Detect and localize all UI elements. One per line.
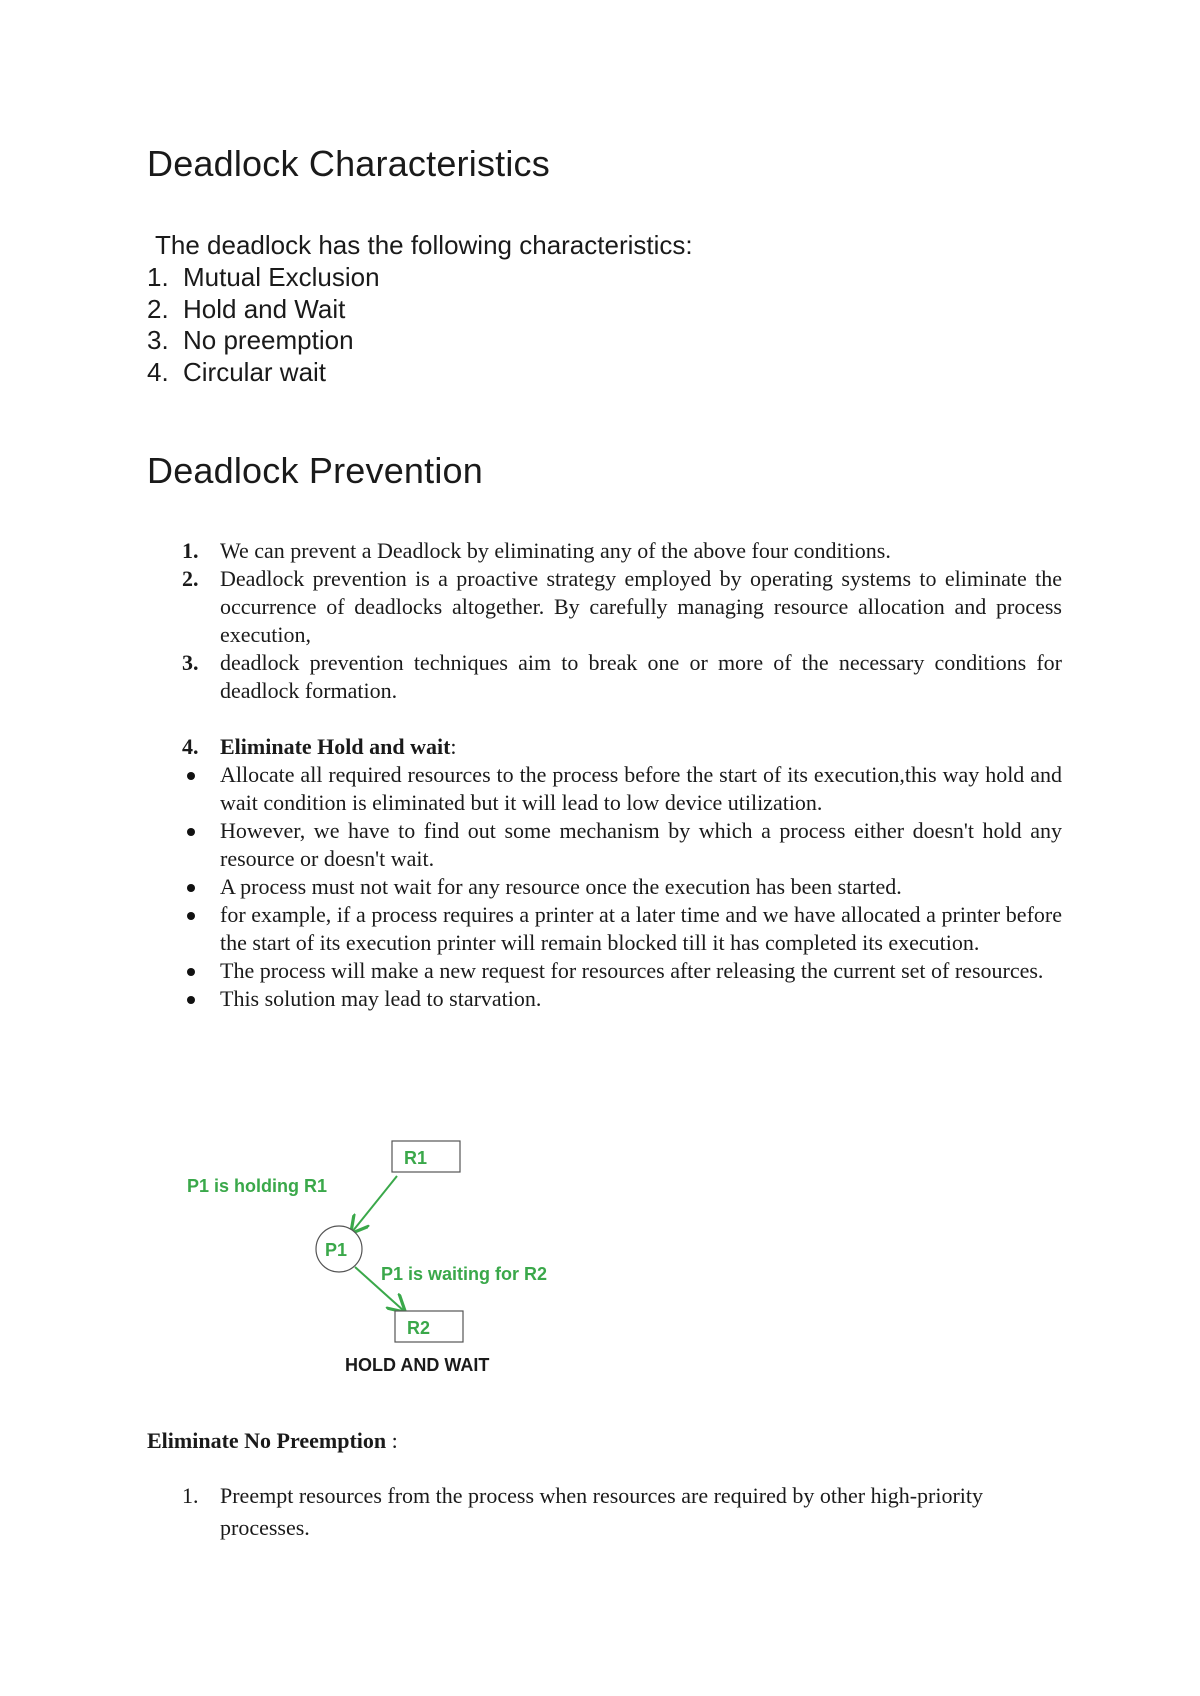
bullet-text: Allocate all required resources to the process before the start of its execution,this way hold and wait condition is eliminated but it will lead to low device utilization. — [220, 762, 1062, 815]
holding-label: P1 is holding R1 — [187, 1176, 328, 1196]
list-item — [182, 537, 1062, 565]
list-item — [182, 733, 1062, 761]
bullet-icon — [187, 828, 195, 836]
list-item — [182, 649, 1062, 705]
list-number: 3. — [182, 650, 199, 675]
list-number: 4. — [147, 356, 169, 387]
no-preemption-list — [182, 1480, 1022, 1544]
list-number: 2. — [182, 566, 199, 591]
list-number: 1. — [147, 262, 169, 292]
holding-arrow — [352, 1176, 397, 1232]
list-text: Preempt resources from the process when resources are required by other high-priority processes. — [220, 1483, 984, 1540]
list-text: No preemption — [183, 325, 354, 355]
bullet-text: This solution may lead to starvation. — [220, 986, 542, 1011]
waiting-label: P1 is waiting for R2 — [381, 1264, 548, 1284]
r1-label: R1 — [404, 1148, 428, 1168]
bullet-icon — [187, 996, 195, 1004]
bullet-icon — [187, 912, 195, 920]
bullet-item — [182, 957, 1062, 985]
list-item — [147, 357, 380, 389]
bullet-text: The process will make a new request for resources after releasing the current set of resources. — [220, 958, 1044, 983]
list-text: deadlock prevention techniques aim to break one or more of the necessary conditions for deadlock formation. — [220, 650, 1062, 703]
list-text: We can prevent a Deadlock by eliminating any of the above four conditions. — [220, 538, 891, 563]
p1-label: P1 — [325, 1240, 348, 1260]
list-text: Circular wait — [183, 356, 327, 387]
list-bold-text: Eliminate Hold and wait — [220, 734, 451, 759]
bullet-icon — [187, 884, 195, 892]
bullet-item — [182, 901, 1062, 957]
list-item — [147, 262, 380, 294]
characteristics-intro: The deadlock has the following characteristics: — [155, 230, 693, 260]
list-item — [182, 1480, 1022, 1544]
list-number: 1. — [182, 538, 199, 563]
list-number: 1. — [182, 1483, 199, 1508]
list-number: 4. — [182, 734, 199, 759]
list-text: Mutual Exclusion — [183, 262, 380, 292]
heading-bold-text: Eliminate No Preemption — [147, 1428, 387, 1453]
prevention-list — [182, 537, 1062, 1013]
section-heading-no-preemption — [147, 1428, 398, 1454]
r2-label: R2 — [407, 1318, 431, 1338]
section-title-prevention: Deadlock Prevention — [147, 450, 483, 491]
bullet-item — [182, 761, 1062, 817]
bullet-item — [182, 873, 1062, 901]
bullet-item — [182, 817, 1062, 873]
characteristics-list — [147, 262, 380, 388]
bullet-text: However, we have to find out some mechanism by which a process either doesn't hold any resource or doesn't wait. — [220, 818, 1062, 871]
bullet-item — [182, 985, 1062, 1013]
bullet-icon — [187, 968, 195, 976]
spacer — [182, 705, 1062, 733]
list-item — [147, 294, 380, 326]
list-number: 2. — [147, 293, 169, 324]
diagram-caption: HOLD AND WAIT — [345, 1355, 490, 1375]
bullet-text: for example, if a process requires a printer at a later time and we have allocated a printer before the start of its execution printer will remain blocked till it has completed its execution. — [220, 902, 1062, 955]
hold-and-wait-diagram — [147, 1125, 647, 1405]
list-text: Hold and Wait — [183, 293, 346, 324]
bullet-text: A process must not wait for any resource once the execution has been started. — [220, 874, 902, 899]
bullet-icon — [187, 772, 195, 780]
section-title-characteristics: Deadlock Characteristics — [147, 143, 550, 184]
list-item — [182, 565, 1062, 649]
list-item — [147, 325, 380, 357]
heading-suffix: : — [386, 1428, 398, 1453]
list-text-suffix: : — [450, 734, 457, 759]
list-number: 3. — [147, 325, 169, 355]
list-text: Deadlock prevention is a proactive strategy employed by operating systems to eliminate the occurrence of deadlocks altogether. By carefully managing resource allocation and process execution, — [220, 566, 1062, 647]
